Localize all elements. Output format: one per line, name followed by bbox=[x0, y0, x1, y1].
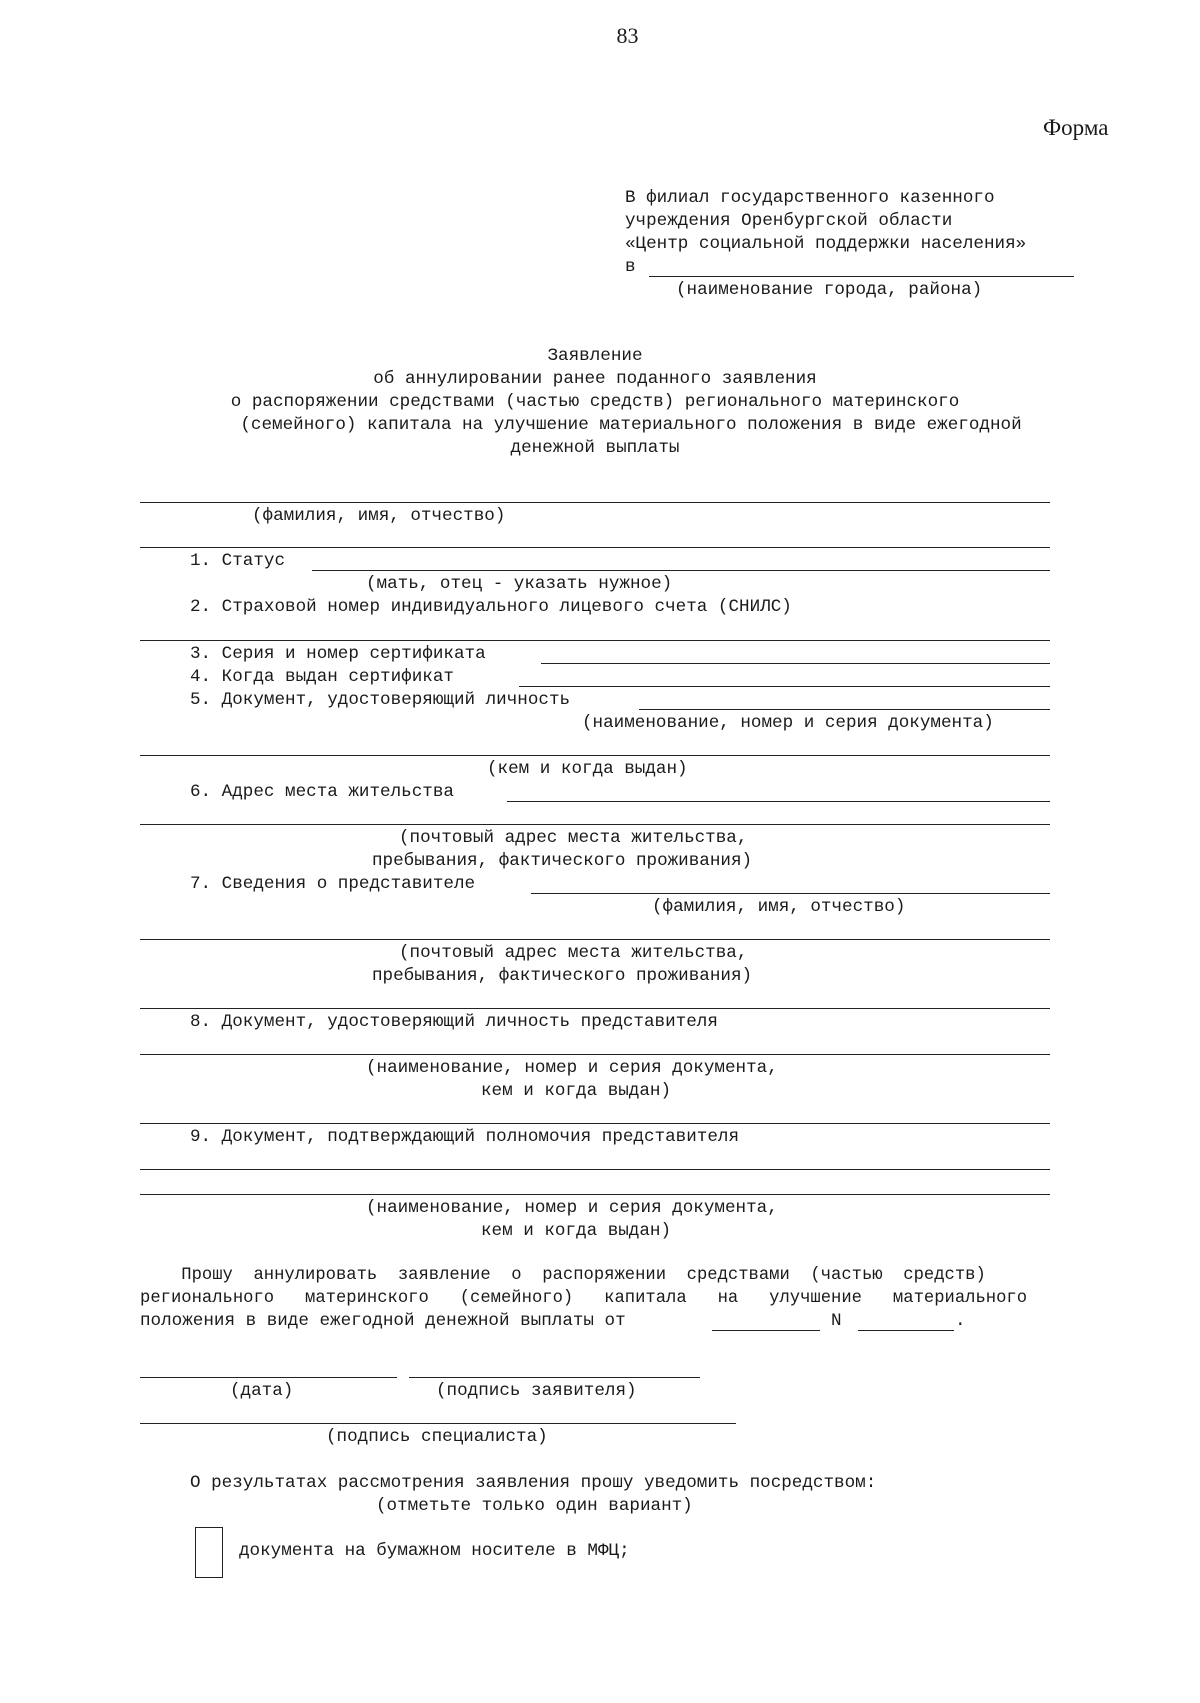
date-caption: (дата) bbox=[230, 1381, 294, 1401]
title-line-2: об аннулировании ранее поданного заявления bbox=[373, 369, 817, 389]
notification-line-1: О результатах рассмотрения заявления прошу уведомить посредством: bbox=[190, 1473, 877, 1493]
rep-fio-field[interactable] bbox=[531, 893, 1050, 894]
addressee-line-1: В филиал государственного казенного bbox=[625, 188, 995, 208]
specialist-signature-field[interactable] bbox=[140, 1423, 736, 1424]
id-doc-issued-field[interactable] bbox=[140, 755, 1050, 756]
rep-id-doc-label: 8. Документ, удостоверяющий личность представителя bbox=[190, 1012, 718, 1032]
address-caption-1: (почтовый адрес места жительства, bbox=[399, 828, 748, 848]
date-field[interactable] bbox=[140, 1377, 397, 1378]
id-doc-label: 5. Документ, удостоверяющий личность bbox=[190, 690, 571, 710]
address-caption-2: пребывания, фактического проживания) bbox=[372, 851, 753, 871]
applicant-signature-field[interactable] bbox=[409, 1377, 700, 1378]
request-date-field[interactable] bbox=[712, 1330, 820, 1331]
request-line-2: регионального материнского (семейного) капитала на улучшение материального bbox=[140, 1289, 1028, 1308]
rep-address-caption-1: (почтовый адрес места жительства, bbox=[399, 943, 748, 963]
city-district-caption: (наименование города, района) bbox=[676, 280, 983, 300]
rep-auth-doc-field-2[interactable] bbox=[140, 1194, 1050, 1195]
fio-field-2[interactable] bbox=[140, 547, 1050, 548]
title-line-5: денежной выплаты bbox=[510, 438, 680, 458]
fio-caption: (фамилия, имя, отчество) bbox=[252, 506, 506, 526]
snils-label: 2. Страховой номер индивидуального лицевого счета (СНИЛС) bbox=[190, 597, 792, 617]
rep-auth-doc-field[interactable] bbox=[140, 1169, 1050, 1170]
form-label: Форма bbox=[1043, 115, 1109, 140]
rep-id-doc-field[interactable] bbox=[140, 1054, 1050, 1055]
request-line-3-end: . bbox=[955, 1311, 966, 1331]
address-label: 6. Адрес места жительства bbox=[190, 782, 454, 802]
city-district-field[interactable] bbox=[649, 276, 1074, 277]
rep-address-caption-2: пребывания, фактического проживания) bbox=[372, 966, 753, 986]
rep-auth-doc-caption-1: (наименование, номер и серия документа, bbox=[366, 1198, 778, 1218]
cert-series-label: 3. Серия и номер сертификата bbox=[190, 644, 486, 664]
page-number: 83 bbox=[616, 23, 639, 48]
rep-id-doc-caption-2: кем и когда выдан) bbox=[481, 1081, 672, 1101]
request-number-field[interactable] bbox=[858, 1330, 954, 1331]
addressee-line-3: «Центр социальной поддержки населения» bbox=[625, 234, 1027, 254]
rep-id-doc-caption-1: (наименование, номер и серия документа, bbox=[366, 1058, 778, 1078]
title-line-1: Заявление bbox=[547, 346, 643, 366]
rep-auth-doc-caption-2: кем и когда выдан) bbox=[481, 1221, 672, 1241]
address-field[interactable] bbox=[507, 801, 1050, 802]
specialist-signature-caption: (подпись специалиста) bbox=[326, 1427, 548, 1447]
id-doc-issued-caption: (кем и когда выдан) bbox=[487, 759, 688, 779]
rep-id-doc-field-2[interactable] bbox=[140, 1123, 1050, 1124]
rep-info-label: 7. Сведения о представителе bbox=[190, 874, 476, 894]
address-field-2[interactable] bbox=[140, 824, 1050, 825]
status-label: 1. Статус bbox=[190, 551, 286, 571]
snils-field[interactable] bbox=[140, 640, 1050, 641]
rep-fio-caption: (фамилия, имя, отчество) bbox=[652, 897, 906, 917]
applicant-signature-caption: (подпись заявителя) bbox=[436, 1381, 637, 1401]
rep-address-field[interactable] bbox=[140, 939, 1050, 940]
cert-date-label: 4. Когда выдан сертификат bbox=[190, 667, 454, 687]
request-line-1: Прошу аннулировать заявление о распоряжении средствами (частью средств) bbox=[140, 1266, 986, 1285]
rep-address-field-2[interactable] bbox=[140, 1008, 1050, 1009]
request-n-label: N bbox=[831, 1311, 842, 1331]
id-doc-caption: (наименование, номер и серия документа) bbox=[582, 713, 994, 733]
addressee-prefix: в bbox=[625, 257, 636, 277]
option-paper-mfc-label: документа на бумажном носителе в МФЦ; bbox=[239, 1541, 630, 1561]
cert-series-field[interactable] bbox=[541, 663, 1050, 664]
rep-auth-doc-label: 9. Документ, подтверждающий полномочия представителя bbox=[190, 1127, 740, 1147]
title-line-4: (семейного) капитала на улучшение материального положения в виде ежегодной bbox=[240, 415, 1022, 435]
id-doc-field[interactable] bbox=[639, 709, 1050, 710]
notification-line-2: (отметьте только один вариант) bbox=[376, 1496, 693, 1516]
option-paper-mfc-checkbox[interactable] bbox=[195, 1527, 223, 1578]
cert-date-field[interactable] bbox=[519, 686, 1050, 687]
status-caption: (мать, отец - указать нужное) bbox=[366, 574, 673, 594]
addressee-line-2: учреждения Оренбургской области bbox=[625, 211, 953, 231]
request-line-3-prefix: положения в виде ежегодной денежной выплаты от bbox=[140, 1311, 626, 1331]
fio-field[interactable] bbox=[140, 502, 1050, 503]
status-field[interactable] bbox=[312, 570, 1050, 571]
title-line-3: о распоряжении средствами (частью средств) регионального материнского bbox=[230, 392, 960, 412]
